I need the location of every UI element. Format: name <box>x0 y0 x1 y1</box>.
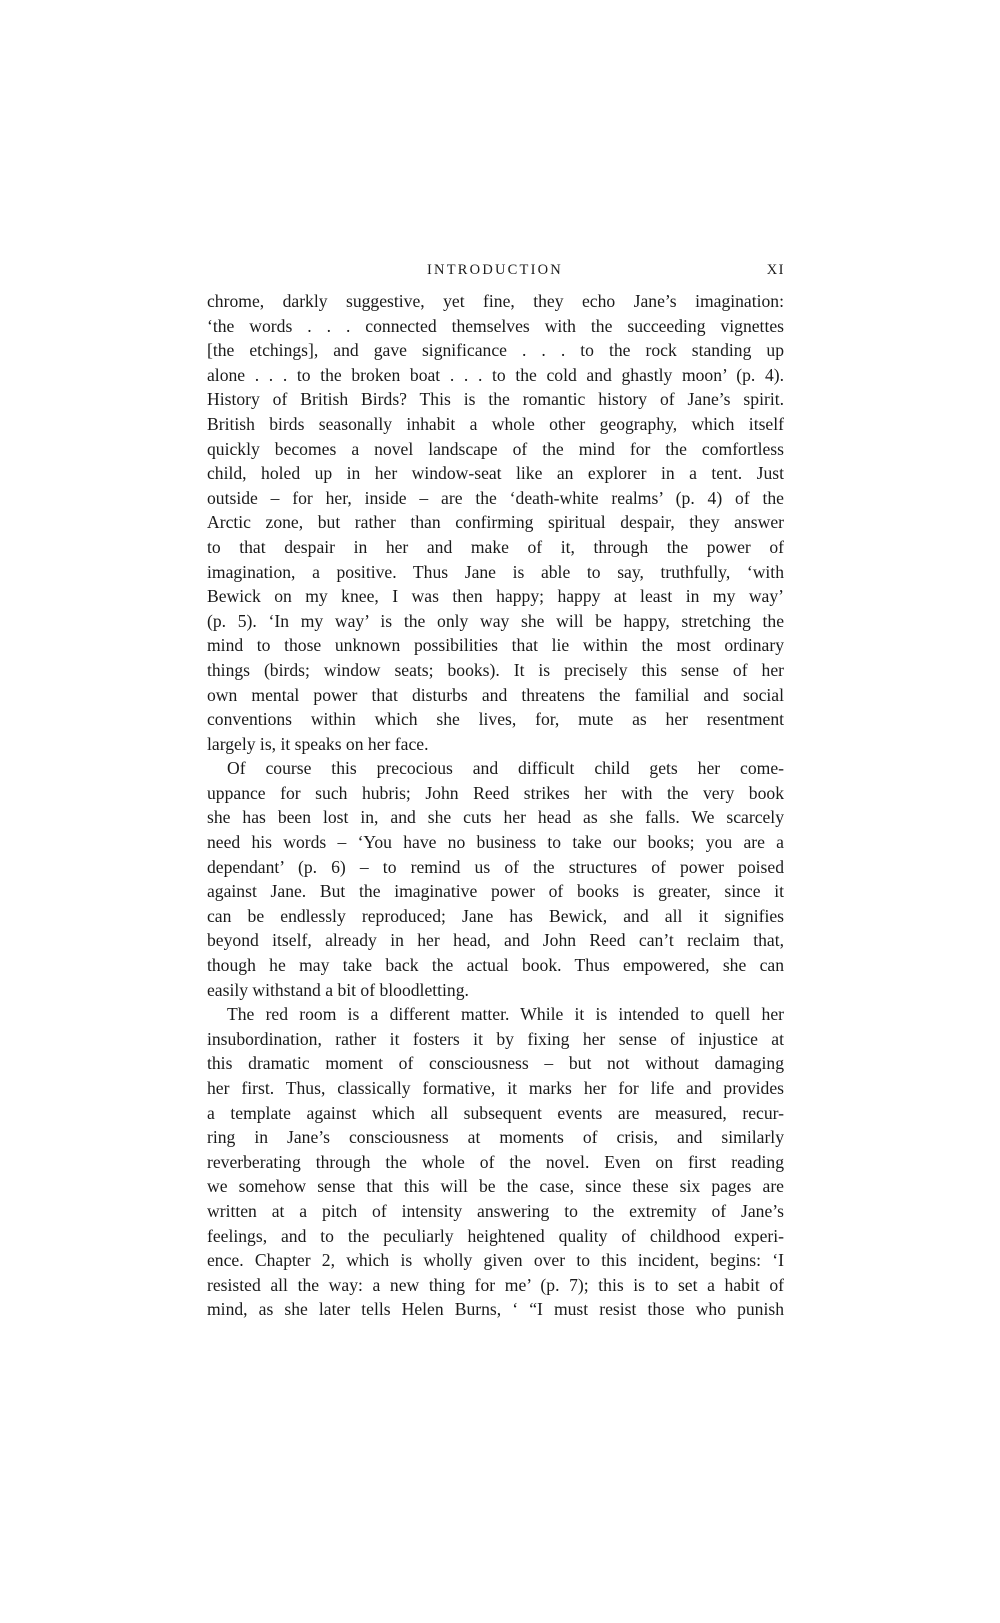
text-line: alone . . . to the broken boat . . . to the cold and ghastly moon’ (p. 4). <box>207 364 784 385</box>
text-line: reverberating through the whole of the novel. Even on first reading <box>207 1151 784 1172</box>
text-line: written at a pitch of intensity answering to the extremity of Jane’s <box>207 1200 784 1221</box>
text-line: resisted all the way: a new thing for me’ (p. 7); this is to set a habit of <box>207 1274 784 1295</box>
text-line: outside – for her, inside – are the ‘death-white realms’ (p. 4) of the <box>207 487 784 508</box>
text-line: mind to those unknown possibilities that lie within the most ordinary <box>207 635 784 656</box>
text-line: British birds seasonally inhabit a whole other geography, which itself <box>207 413 784 434</box>
page-number: XI <box>766 262 785 278</box>
text-line: child, holed up in her window-seat like an explorer in a tent. Just <box>207 463 784 484</box>
text-line: own mental power that disturbs and threatens the familial and social <box>207 684 784 705</box>
text-line: quickly becomes a novel landscape of the mind for the comfortless <box>207 438 784 459</box>
text-line: ring in Jane’s consciousness at moments of crisis, and similarly <box>207 1127 784 1148</box>
page-header <box>205 262 785 286</box>
text-line: beyond itself, already in her head, and John Reed can’t reclaim that, <box>207 930 784 951</box>
text-line: History of British Birds? This is the romantic history of Jane’s spirit. <box>207 389 784 410</box>
text-line: largely is, it speaks on her face. <box>207 733 429 754</box>
text-line: chrome, darkly suggestive, yet fine, they echo Jane’s imagination: <box>207 291 784 311</box>
text-line: this dramatic moment of consciousness – but not without damaging <box>207 1053 784 1074</box>
text-line: conventions within which she lives, for, mute as her resentment <box>207 709 784 730</box>
paragraph-2 <box>207 756 784 1002</box>
text-line: easily withstand a bit of bloodletting. <box>207 979 469 1000</box>
text-line: feelings, and to the peculiarly heightened quality of childhood experi- <box>207 1225 784 1246</box>
text-line: against Jane. But the imaginative power of books is greater, since it <box>207 881 784 902</box>
text-line: insubordination, rather it fosters it by fixing her sense of injustice at <box>207 1028 784 1049</box>
text-line: Bewick on my knee, I was then happy; happy at least in my way’ <box>207 586 784 607</box>
text-line: uppance for such hubris; John Reed strikes her with the very book <box>207 782 784 803</box>
text-line: can be endlessly reproduced; Jane has Bewick, and all it signifies <box>207 905 784 926</box>
body-text <box>207 289 784 1322</box>
text-line: her first. Thus, classically formative, it marks her for life and provides <box>207 1078 784 1098</box>
paragraph-3 <box>207 1002 784 1322</box>
text-line: need his words – ‘You have no business to take our books; you are a <box>207 832 784 853</box>
text-line: (p. 5). ‘In my way’ is the only way she will be happy, stretching the <box>207 610 784 631</box>
text-line: ‘the words . . . connected themselves with the succeeding vignettes <box>207 315 784 336</box>
text-line: dependant’ (p. 6) – to remind us of the structures of power poised <box>207 856 784 877</box>
text-line: mind, as she later tells Helen Burns, ‘ “I must resist those who punish <box>207 1299 784 1320</box>
text-line: Arctic zone, but rather than confirming spiritual despair, they answer <box>207 512 784 533</box>
text-line: to that despair in her and make of it, through the power of <box>207 536 784 557</box>
text-line: Of course this precocious and difficult child gets her come- <box>227 758 784 779</box>
text-line: a template against which all subsequent events are measured, recur- <box>207 1102 784 1123</box>
text-line: though he may take back the actual book. Thus empowered, she can <box>207 955 784 976</box>
text-line: The red room is a different matter. While it is intended to quell her <box>227 1004 784 1025</box>
text-line: things (birds; window seats; books). It is precisely this sense of her <box>207 659 784 680</box>
text-line: [the etchings], and gave significance . . . to the rock standing up <box>207 340 784 361</box>
text-line: she has been lost in, and she cuts her head as she falls. We scarcely <box>207 807 784 828</box>
text-line: ence. Chapter 2, which is wholly given over to this incident, begins: ‘I <box>207 1250 784 1271</box>
text-line: we somehow sense that this will be the case, since these six pages are <box>207 1176 784 1197</box>
paragraph-1 <box>207 289 784 756</box>
text-line: imagination, a positive. Thus Jane is able to say, truthfully, ‘with <box>207 561 784 582</box>
running-head: INTRODUCTION <box>427 262 563 278</box>
